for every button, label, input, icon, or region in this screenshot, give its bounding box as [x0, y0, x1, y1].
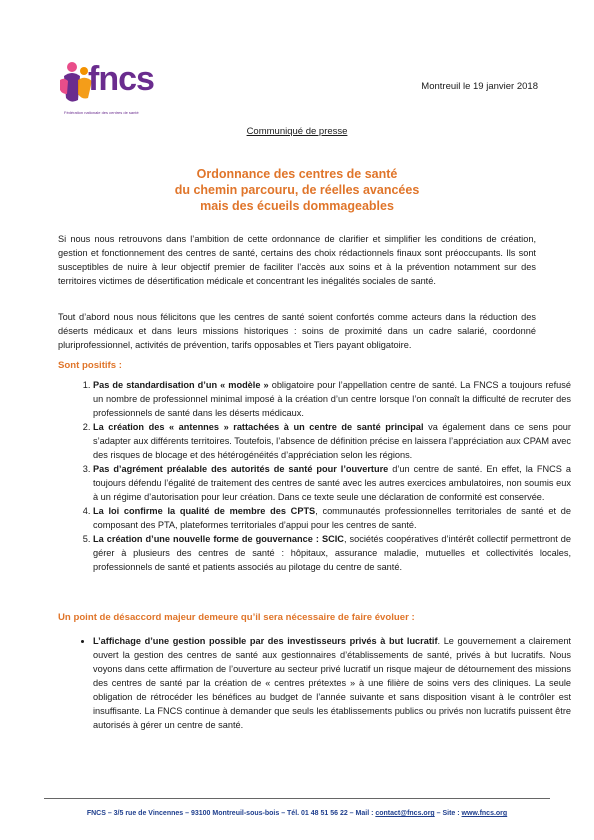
footer-address: FNCS – 3/5 rue de Vincennes – 93100 Montreuil-sous-bois – Tél. 01 48 51 56 22 – Mail : [86, 810, 376, 817]
item-emphasis: Pas d’agrément préalable des autorités de santé pour l’ouverture [93, 464, 389, 474]
list-item [93, 378, 571, 420]
title-line-1: Ordonnance des centres de santé [196, 167, 398, 181]
press-release-label: Communiqué de presse [246, 126, 348, 137]
item-text: d’un centre de santé. En effet, la FNCS a toujours défendu l’égalité de traitement des centres de santé avec les autres exercices ambulatoires, non soumis eux à un régime d’autorisation pour leur création. Dans ce texte seule une déclaration de conformité est conservée. [93, 464, 571, 502]
item-emphasis: L’affichage d’une gestion possible par des investisseurs privés à but lucratif [93, 636, 438, 646]
footer-site-label: – Site : [434, 810, 462, 817]
item-emphasis: Pas de standardisation d’un « modèle » [93, 380, 269, 390]
disagreement-heading: Un point de désaccord majeur demeure qu’il sera nécessaire de faire évoluer : [58, 612, 415, 623]
item-text: va également dans ce sens pour s’adapter aux différents territoires. Toutefois, l’absence de définition précise en laissera l’appréciation aux CPAM avec des risques de blocage et des hétérogénéités d’appréciation selon les régions. [93, 422, 571, 460]
list-item [93, 634, 571, 732]
document-date: Montreuil le 19 janvier 2018 [421, 81, 538, 92]
logo-tagline: Fédération nationale des centres de santé [64, 110, 139, 115]
footer-site-link[interactable]: www.fncs.org [461, 810, 508, 817]
item-text: . Le gouvernement a clairement ouvert la gestion des centres de santé aux gestionnaires d’établissements de santé, privés à but lucratifs. Nous voyons dans cette affirmation de l’ouverture au secteur privé lucratif un risque majeur de détournement des missions des centres de santé par la création de « centres prétextes » à une filière de soins vers des cliniques. La seule obligation de rétrocéder les bénéfices au budget de l’année suivante et sans disposition visant à le contrôler est insuffisante. La FNCS continue à demander que seuls les établissements publics ou privés non lucratifs puissent être autorisés à gérer un centre de santé. [93, 636, 571, 730]
list-item [93, 532, 571, 574]
item-emphasis: La création d’une nouvelle forme de gouvernance : SCIC [93, 534, 344, 544]
item-text: , communautés professionnelles territoriales de santé et de composant des PTA, plateformes territoriales d’appui pour les centres de santé. [93, 506, 571, 530]
title-line-2: du chemin parcouru, de réelles avancées [174, 183, 420, 197]
list-item [93, 420, 571, 462]
list-item [93, 462, 571, 504]
title-line-3: mais des écueils dommageables [200, 199, 394, 213]
footer-mail-link[interactable]: contact@fncs.org [375, 810, 435, 817]
second-paragraph: Tout d’abord nous nous félicitons que les centres de santé soient confortés comme acteurs dans la réduction des déserts médicaux et dans leurs missions historiques : soins de proximité dans un cadre salarié, coordonné pluriprofessionnel, activités de prévention, tarifs opposables et Tiers payant obligatoire. [58, 312, 536, 350]
document-title [0, 166, 594, 214]
list-item [93, 504, 571, 532]
item-emphasis: La loi confirme la qualité de membre des CPTS [93, 506, 316, 516]
footer [0, 810, 594, 817]
positives-heading: Sont positifs : [58, 360, 122, 371]
item-text: obligatoire pour l’appellation centre de santé. La FNCS a toujours refusé un nombre de professionnel minimal imposé à la création d’un centre lorsque l’on connaît la difficulté de recruter des professionnels de santé dans les déserts médicaux. [93, 380, 571, 418]
logo-wordmark: fncs [88, 60, 154, 98]
positives-list [58, 378, 571, 574]
disagreement-list [58, 634, 571, 732]
item-emphasis: La création des « antennes » rattachées à un centre de santé principal [93, 422, 424, 432]
fncs-logo [58, 58, 198, 116]
item-text: , sociétés coopératives d’intérêt collectif permettront de gérer à plusieurs des centres de santé : hôpitaux, assurance maladie, mutuelles et collectivités locales, professionnels de santé et patients associés au pilotage du centre de santé. [93, 534, 572, 572]
footer-divider [44, 798, 550, 799]
intro-paragraph: Si nous nous retrouvons dans l’ambition de cette ordonnance de clarifier et simplifier les conditions de création, gestion et fonctionnement des centres de santé, certains des choix rédactionnels finaux sont préoccupants. Ils sont susceptibles de nuire à leur objectif premier de faciliter l’accès aux soins et à la prévention notamment sur des territoires victimes de désertification médicale et concentrant les inégalités sociales de santé. [58, 234, 536, 286]
